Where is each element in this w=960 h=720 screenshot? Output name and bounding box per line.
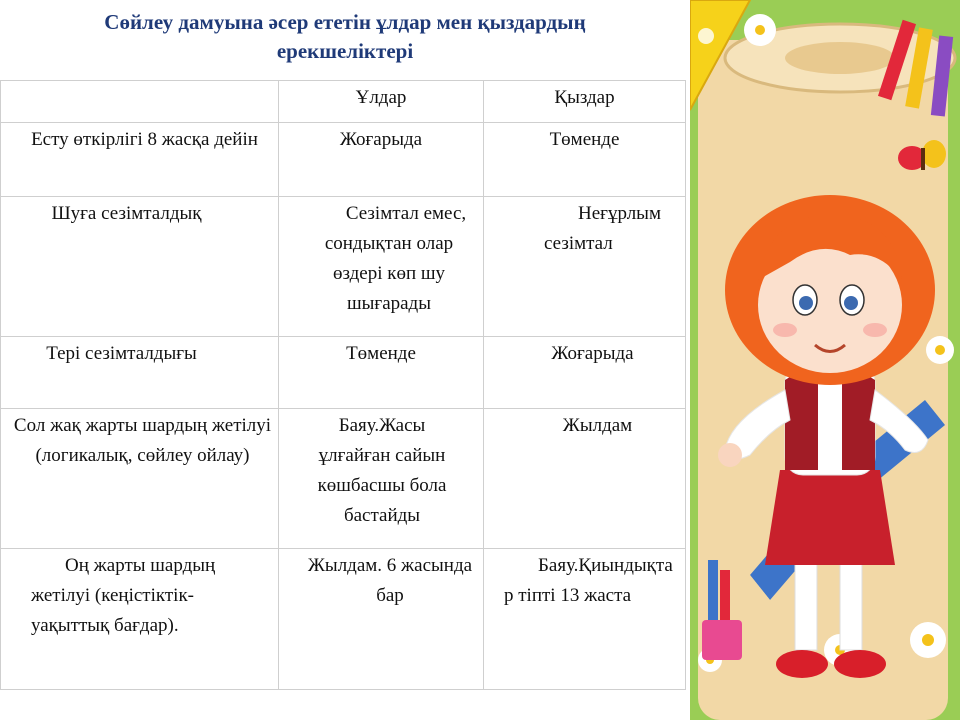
table-header-row [1, 81, 686, 123]
table-row [1, 549, 686, 690]
girl-with-pencil-illustration [690, 0, 960, 720]
girls-cell: Жылдам [484, 409, 686, 549]
header-cell-girls: Қыздар [484, 81, 686, 123]
table-row [1, 197, 686, 337]
boys-cell: Төменде [279, 337, 484, 409]
boys-cell: Баяу.Жасы ұлғайған сайын көшбасшы бола бастайды [279, 409, 484, 549]
girls-cell: Төменде [484, 123, 686, 197]
comparison-table [0, 80, 686, 690]
left-leg [795, 560, 817, 650]
left-shoe [776, 650, 828, 678]
boys-cell: Жоғарыда [279, 123, 484, 197]
right-leg [840, 560, 862, 650]
feature-cell: Сол жақ жарты шардың жетілуі (логикалық, сөйлеу ойлау) [1, 409, 279, 549]
page-title [20, 8, 670, 66]
right-shoe [834, 650, 886, 678]
boys-cell: Сезімтал емес, сондықтан олар өздері көп шу шығарады [279, 197, 484, 337]
pencil-cup [708, 560, 718, 630]
header-cell-boys: Ұлдар [279, 81, 484, 123]
feature-cell: Есту өткірлігі 8 жасқа дейін [1, 123, 279, 197]
girls-cell: Жоғарыда [484, 337, 686, 409]
title-line-2: ерекшеліктері [276, 39, 414, 63]
table-row [1, 337, 686, 409]
skirt [765, 470, 895, 565]
table-row [1, 123, 686, 197]
girls-cell: Неғұрлым сезімтал [484, 197, 686, 337]
feature-cell: Шуға сезімталдық [1, 197, 279, 337]
table-row [1, 409, 686, 549]
feature-cell: Тері сезімталдығы [1, 337, 279, 409]
header-cell-empty [1, 81, 279, 123]
girls-cell: Баяу.Қиындықтар тіпті 13 жаста [484, 549, 686, 690]
feature-cell: Оң жарты шардың жетілуі (кеңістіктік-уақыттық бағдар). [1, 549, 279, 690]
title-line-1: Сөйлеу дамуына әсер ететін ұлдар мен қыздардың [104, 10, 586, 34]
boys-cell: Жылдам. 6 жасында бар [279, 549, 484, 690]
